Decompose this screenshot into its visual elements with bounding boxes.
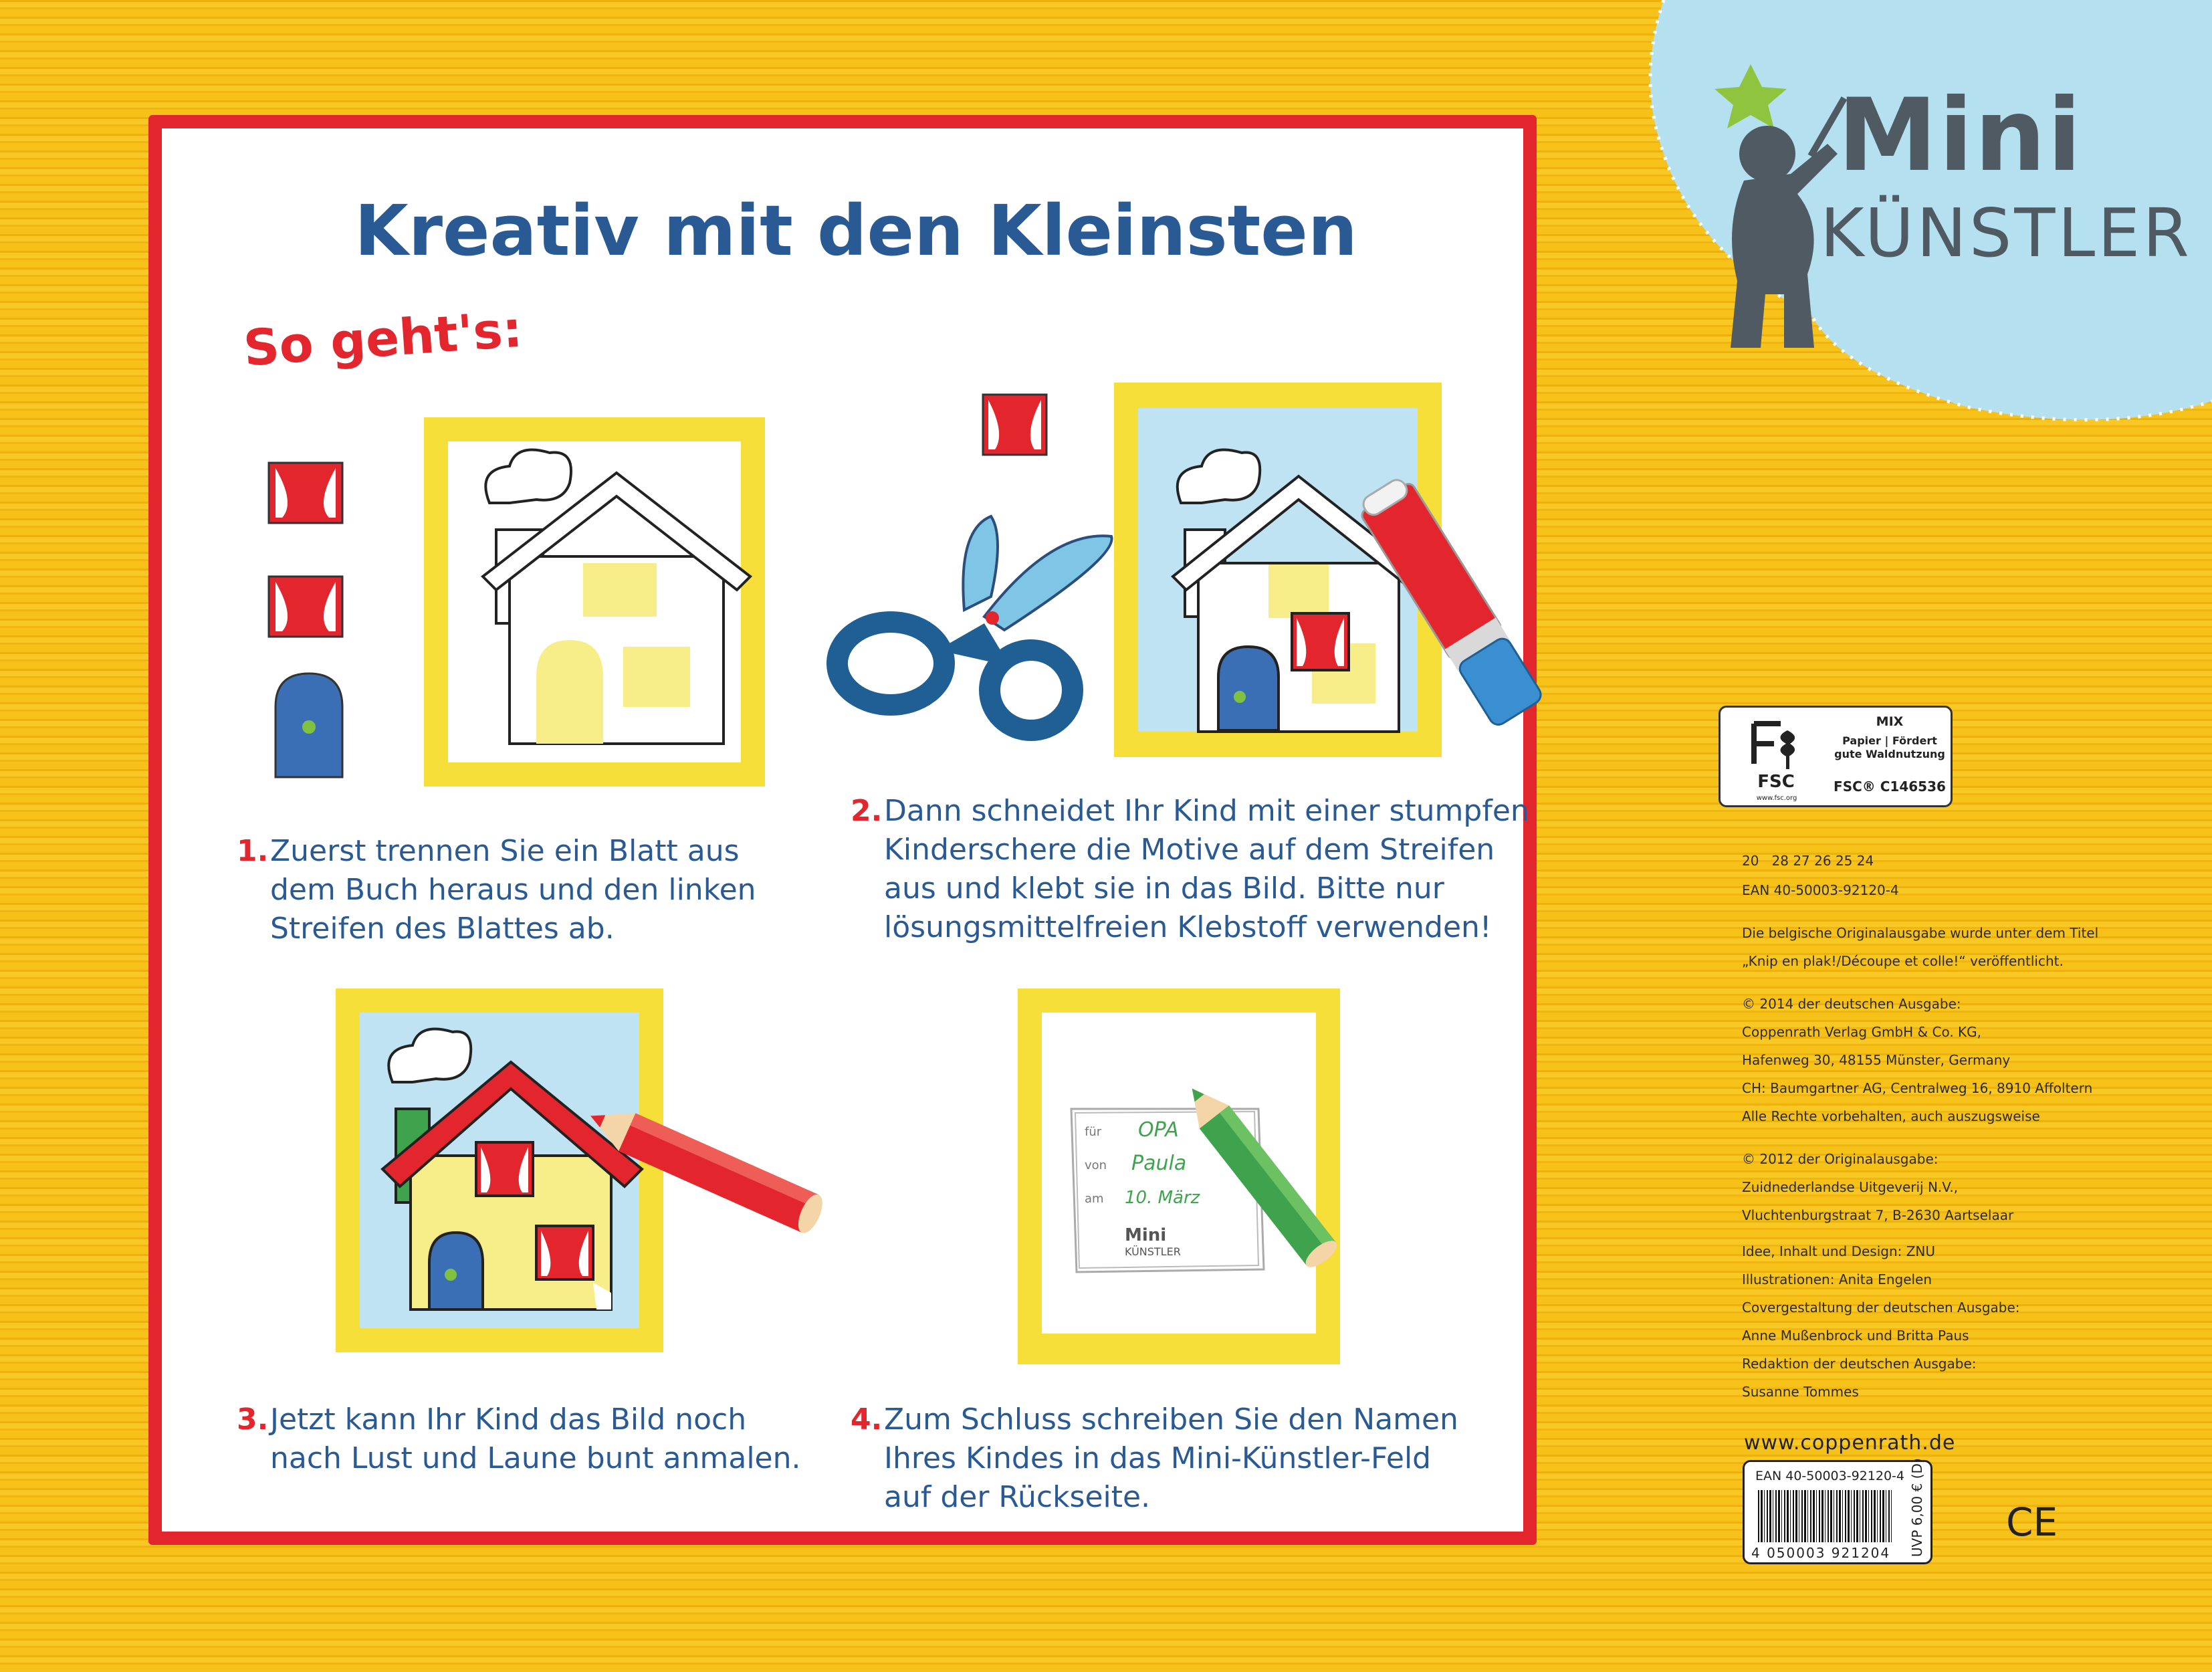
barcode-icon: [1758, 1490, 1892, 1542]
imprint-line: Susanne Tommes: [1742, 1384, 1859, 1400]
step-number: 2.: [851, 794, 883, 828]
imprint-line: Alle Rechte vorbehalten, auch auszugsweise: [1742, 1108, 2040, 1124]
barcode-label: [1743, 1460, 1932, 1564]
certificate-logo-mini: Mini: [1125, 1225, 1167, 1245]
fsc-tree-icon: [1747, 717, 1807, 770]
step3-illustration: [336, 988, 1071, 1363]
step-text: Dann schneidet Ihr Kind mit einer stumpfen Kinderschere die Motive auf dem Streifen aus und klebt sie in das Bild. Bitte nur lösungsmittelfreien Klebstoff verwenden!: [884, 794, 1529, 944]
imprint-line: Vluchtenburgstraat 7, B-2630 Aartselaar: [1742, 1207, 2014, 1223]
step-number: 4.: [851, 1402, 883, 1437]
imprint-line: © 2014 der deutschen Ausgabe:: [1742, 996, 1961, 1012]
certificate-row: [1085, 1188, 1258, 1225]
imprint-line: Hafenweg 30, 48155 Münster, Germany: [1742, 1052, 2011, 1068]
step-number: 1.: [237, 834, 269, 868]
step-1: [237, 832, 839, 946]
instructions-card: [148, 115, 1537, 1545]
barcode-ean: EAN 40-50003-92120-4: [1755, 1469, 1904, 1483]
step-number: 3.: [237, 1402, 269, 1437]
cutout-window-2: [269, 577, 342, 637]
cutout-window-1: [269, 463, 342, 523]
fsc-brand: FSC: [1757, 772, 1795, 792]
certificate-label: von: [1085, 1158, 1107, 1172]
certificate-row: [1085, 1152, 1258, 1192]
imprint-line: Zuidnederlandse Uitgeverij N.V.,: [1742, 1179, 1959, 1195]
step-3: [237, 1400, 839, 1475]
imprint-line: Coppenrath Verlag GmbH & Co. KG,: [1742, 1024, 1982, 1040]
imprint-line: Redaktion der deutschen Ausgabe:: [1742, 1356, 1977, 1372]
imprint-line: Die belgische Originalausgabe wurde unter dem Titel: [1742, 925, 2099, 941]
imprint-line: Anne Mußenbrock und Britta Paus: [1742, 1328, 1969, 1344]
step-text: Zum Schluss schreiben Sie den Namen Ihres Kindes in das Mini-Künstler-Feld auf der Rückseite.: [884, 1402, 1458, 1514]
step-text: Jetzt kann Ihr Kind das Bild noch nach Lust und Laune bunt anmalen.: [270, 1402, 801, 1475]
publisher-website: www.coppenrath.de: [1744, 1431, 1956, 1455]
imprint-ean: EAN 40-50003-92120-4: [1742, 882, 1899, 898]
so-gehts-heading: So geht's:: [241, 300, 524, 378]
fsc-url: www.fsc.org: [1756, 795, 1797, 802]
print-run: 20 28 27 26 25 24: [1742, 853, 1874, 869]
certificate-logo: [1125, 1225, 1258, 1258]
step-4: [851, 1400, 1546, 1514]
certificate-value: Paula: [1131, 1152, 1187, 1175]
page-title: Kreativ mit den Kleinsten: [354, 190, 1357, 272]
imprint-line: Illustrationen: Anita Engelen: [1742, 1271, 1932, 1287]
barcode-price: UVP 6,00 € (D): [1909, 1458, 1925, 1557]
cutout-window-small: [983, 395, 1046, 455]
certificate-label: für: [1085, 1125, 1102, 1139]
fsc-label: [1719, 706, 1953, 807]
fsc-text: Papier | Fördert gute Waldnutzung: [1834, 734, 1945, 760]
imprint-line: Idee, Inhalt und Design: ZNU: [1742, 1243, 1936, 1259]
certificate-label: am: [1085, 1192, 1104, 1206]
fsc-code: FSC® C146536: [1834, 778, 1946, 795]
fsc-mix: MIX: [1876, 714, 1904, 729]
imprint-line: © 2012 der Originalausgabe:: [1742, 1151, 1939, 1167]
cutout-door: [275, 673, 342, 777]
imprint-line: CH: Baumgartner AG, Centralweg 16, 8910 Affoltern: [1742, 1080, 2093, 1096]
certificate-value: 10. März: [1125, 1188, 1200, 1208]
certificate-logo-kuenstler: KÜNSTLER: [1125, 1245, 1181, 1258]
imprint-line: Covergestaltung der deutschen Ausgabe:: [1742, 1299, 2020, 1316]
ce-mark: CE: [2006, 1499, 2058, 1545]
logo-kuenstler-text: KÜNSTLER: [1820, 194, 2192, 272]
step-2: [851, 792, 1546, 944]
scissors-icon: [837, 516, 1112, 730]
barcode-number: 4 050003 921204: [1751, 1545, 1891, 1561]
imprint-line: „Knip en plak!/Découpe et colle!“ veröffentlicht.: [1742, 953, 2064, 969]
certificate-value: OPA: [1138, 1118, 1179, 1142]
step-text: Zuerst trennen Sie ein Blatt aus dem Buch heraus und den linken Streifen des Blattes ab.: [270, 834, 756, 946]
certificate-fields: [1085, 1118, 1258, 1258]
logo-mini-text: Mini: [1838, 78, 2083, 194]
